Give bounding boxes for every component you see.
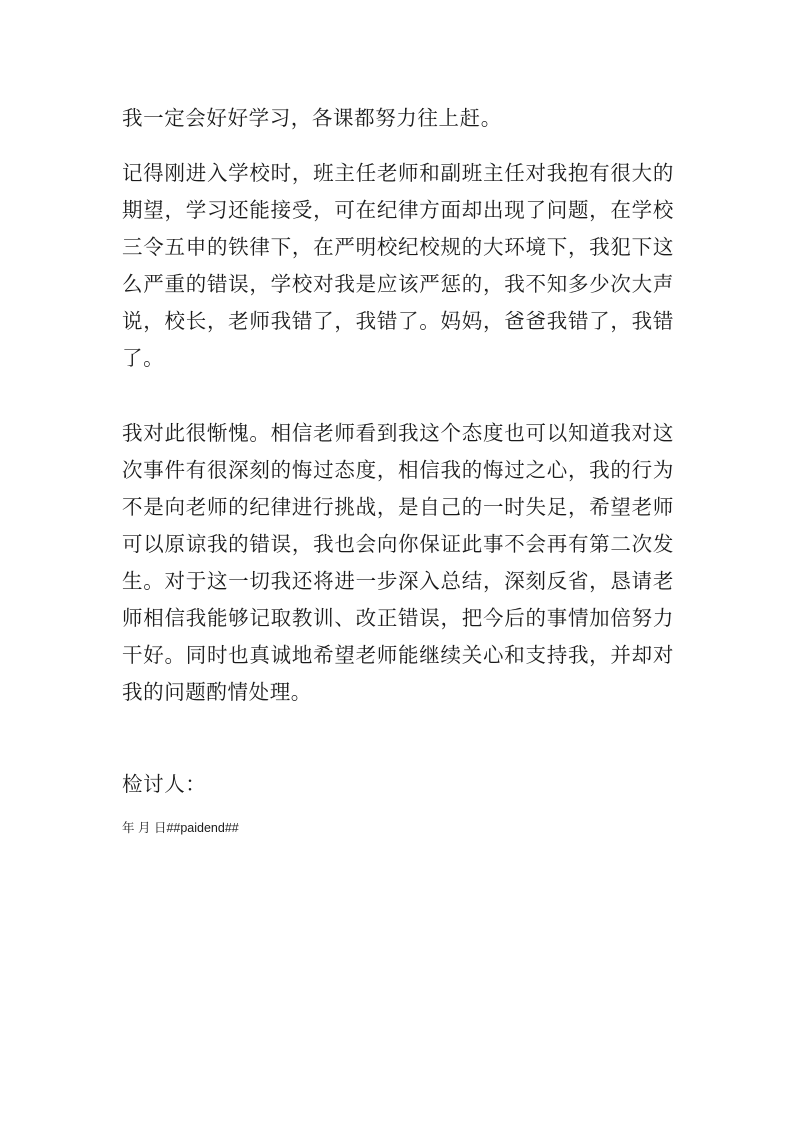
date-line: 年 月 日##paidend## — [122, 821, 239, 835]
signature-label: 检讨人： — [122, 772, 207, 796]
paragraph-apology: 我对此很惭愧。相信老师看到我这个态度也可以知道我对这次事件有很深刻的悔过态度，相信我的悔过之心，我的行为不是向老师的纪律进行挑战，是自己的一时失足，希望老师可以原谅我的错误，我也会向你保证此事不会再有第二次发生。对于这一切我还将进一步深入总结，深刻反省，恳请老师相信我能够记取教训、改正错误，把今后的事情加倍努力干好。同时也真诚地希望老师能继续关心和支持我，并却对我的问题酌情处理。 — [122, 421, 674, 704]
paragraph-background: 记得刚进入学校时，班主任老师和副班主任对我抱有很大的期望，学习还能接受，可在纪律方面却出现了问题，在学校三令五申的铁律下，在严明校纪校规的大环境下，我犯下这么严重的错误，学校对我是应该严惩的，我不知多少次大声说，校长，老师我错了，我错了。妈妈，爸爸我错了，我错了。 — [122, 161, 674, 370]
paragraph-opening: 我一定会好好学习，各课都努力往上赶。 — [122, 106, 502, 130]
